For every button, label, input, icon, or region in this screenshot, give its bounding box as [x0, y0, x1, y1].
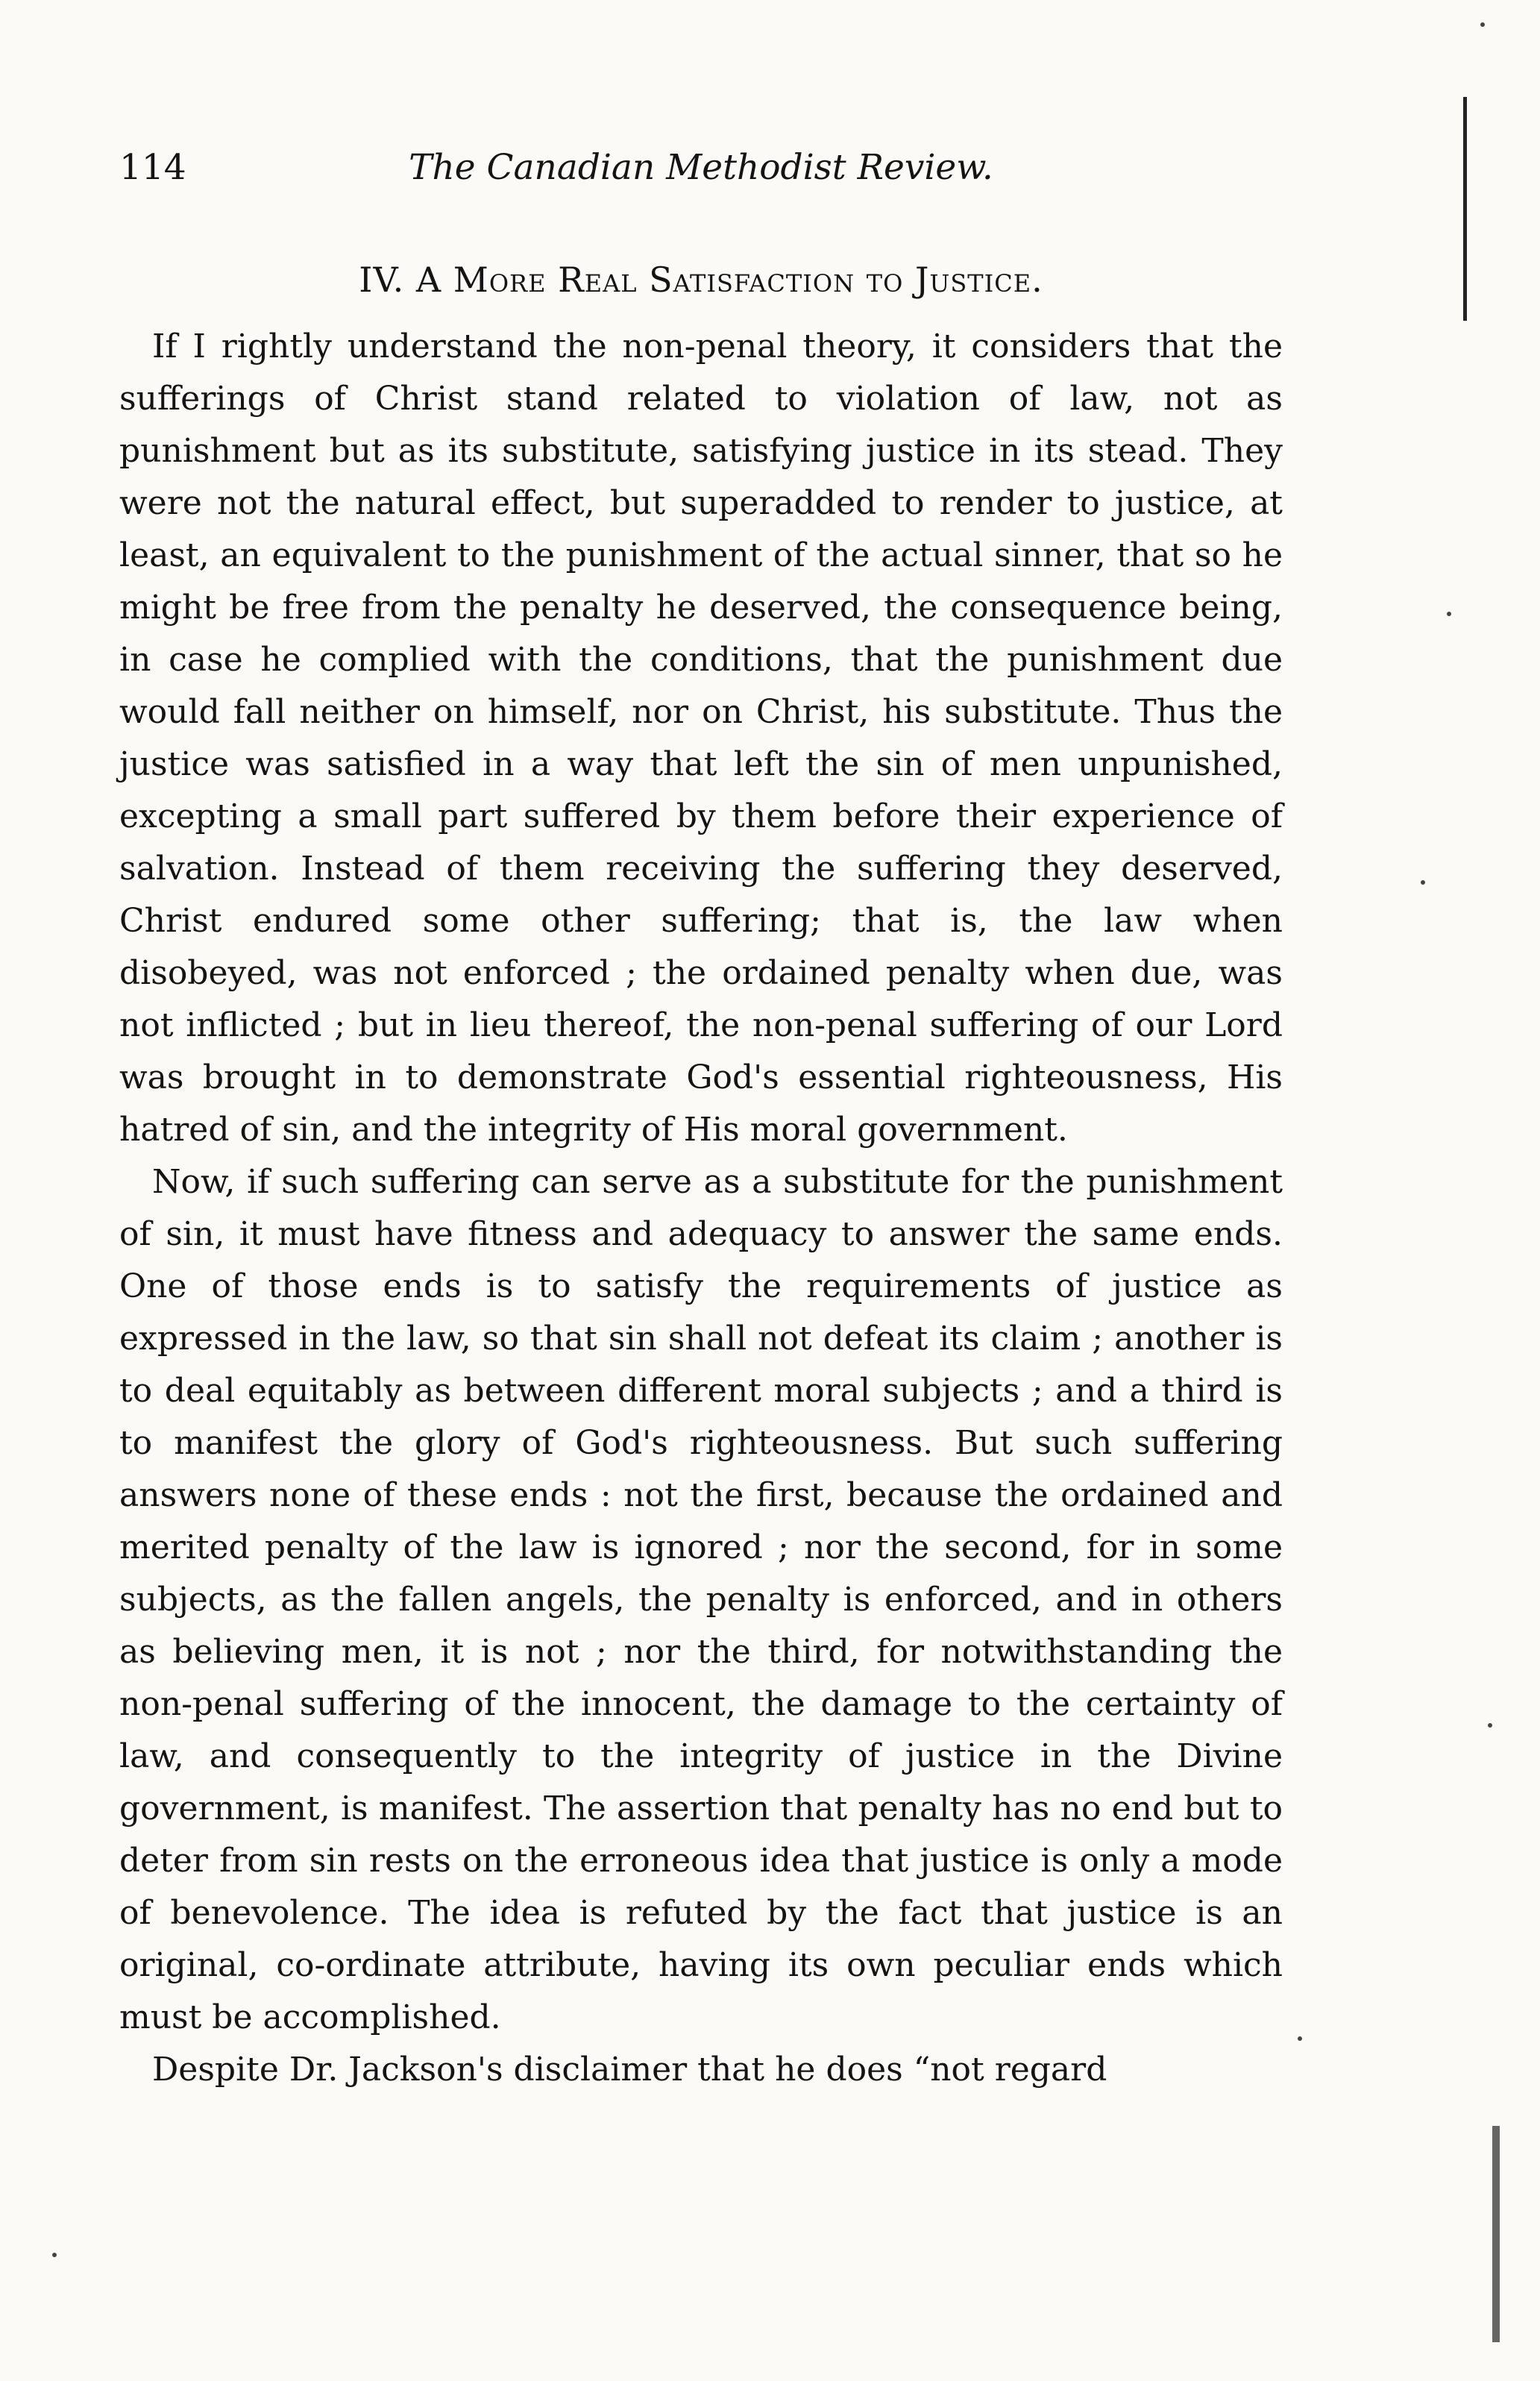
paragraph-3: Despite Dr. Jackson's disclaimer that he does “not regard [152, 2051, 1107, 2089]
body-text [119, 321, 1283, 2096]
scan-edge-mark [1492, 2126, 1500, 2342]
scan-speck [1488, 1723, 1492, 1728]
scan-speck [52, 2253, 57, 2257]
page-number: 114 [119, 147, 186, 188]
paragraph-2: Now, if such suffering can serve as a substitute for the punishment of sin, it must have fitness and adequacy to answer the same ends. One of those ends is to satisfy the requirements of justice as expressed in the law, so that sin shall not defeat its claim ; another is to deal equitably as between different moral subjects ; and a third is to manifest the glory of God's righteousness. But such suffering answers none of these ends : not the first, because the ordained and merited penalty of the law is ignored ; nor the second, for in some subjects, as the fallen angels, the penalty is enforced, and in others as believing men, it is not ; nor the third, for notwithstanding the non-penal suffering of the innocent, the damage to the certainty of law, and consequently to the integrity of justice in the Divine government, is manifest. The assertion that penalty has no end but to deter from sin rests on the erroneous idea that justice is only a mode of benevolence. The idea is refuted by the fact that justice is an original, co-ordinate attribute, having its own peculiar ends which must be accomplished. [119, 1163, 1283, 2036]
running-head [119, 142, 1283, 194]
scan-speck [1298, 2036, 1302, 2041]
scan-speck [1421, 880, 1425, 885]
section-heading: IV. A More Real Satisfaction to Justice. [359, 260, 1043, 300]
journal-title: The Canadian Methodist Review. [409, 147, 993, 188]
scan-speck [1480, 22, 1485, 27]
scan-speck [1447, 612, 1451, 616]
scan-edge-mark [1463, 97, 1467, 321]
paragraph-1: If I rightly understand the non-penal theory, it considers that the sufferings of Christ stand related to violation of law, not as punishment but as its substitute, satisfying justice in its stead. They were not the natural effect, but superadded to render to justice, at least, an equivalent to the punishment of the actual sinner, that so he might be free from the penalty he deserved, the consequence being, in case he complied with the conditions, that the punishment due would fall neither on himself, nor on Christ, his substitute. Thus the justice was satisfied in a way that left the sin of men unpunished, excepting a small part suffered by them before their experience of salvation. Instead of them receiving the suffering they deserved, Christ endured some other suffering; that is, the law when disobeyed, was not enforced ; the ordained penalty when due, was not inflicted ; but in lieu thereof, the non-penal suffering of our Lord was brought in to demonstrate God's essential righteousness, His hatred of sin, and the integrity of His moral government. [119, 327, 1283, 1149]
